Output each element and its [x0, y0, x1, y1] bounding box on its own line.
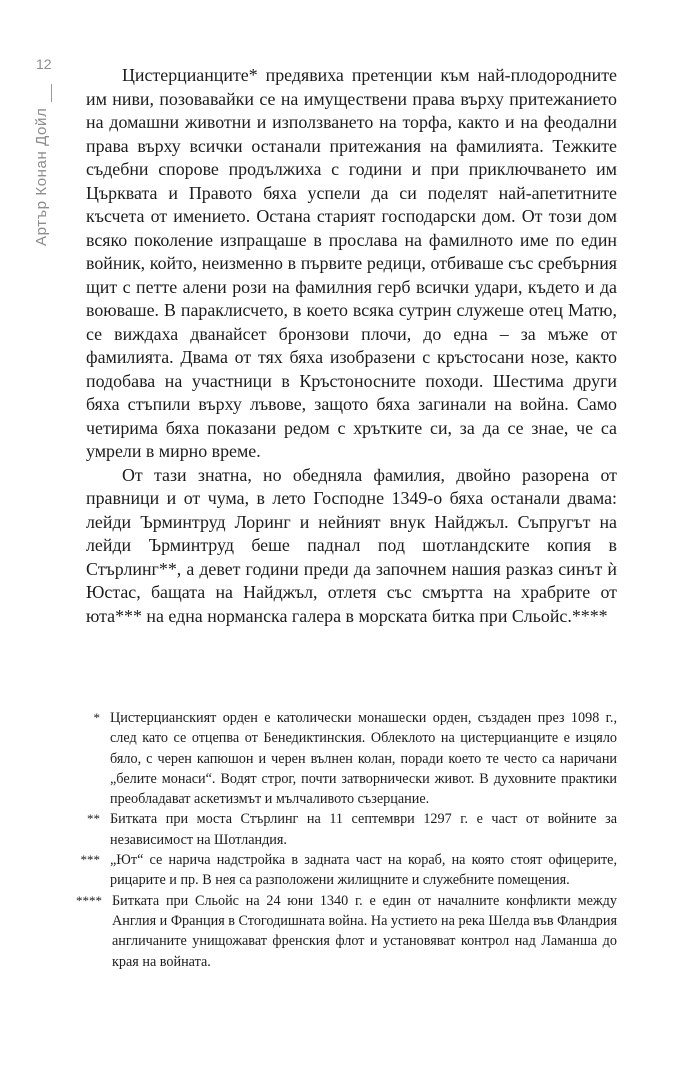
paragraph-1: Цистерцианците* предявиха претенции към най-плодородните им ниви, позовавайки се на имуществени права върху притежанието на домашни животни и използването на торфа, както и на феодални права върху всички останали притежания на фамилията. Тежките съдебни спорове продължиха с години и при приключването им Църквата и Правото бяха успели да си поделят най-апетитните късчета от имението. Остана старият господарски дом. От този дом всяко поколение изпращаше в прослава на фамилното име по един войник, който, неизменно в първите редици, отбиваше със сребърния щит с петте алени рози на фамилния герб всички удари, където и да воюваше. В параклисчето, в което всяка сутрин служеше отец Матю, се виждаха дванайсет бронзови плочи, до една – за мъже от фамилията. Двама от тях бяха изобразени с кръстосани нозе, както подобава на участници в Кръстоносните походи. Шестима други бяха стъпили върху лъвове, защото бяха загинали на война. Само четирима бяха показани редом с хрътките си, за да се знае, че са умрели в мирно време.	[86, 65, 617, 461]
footnote-1	[76, 708, 617, 809]
footnote-mark: **	[87, 811, 100, 827]
footnote-text: Цистерцианският орден е католически монашески орден, създаден през 1098 г., след като се отцепва от Бенедиктинския. Облеклото на цистерцианците е изцяло бяло, с черен капюшон и черен вълнен колан, поради което те често са наричани „белите монаси“. Водят строг, почти затворнически живот. В духовните практики преобладават аскетизмът и мълчаливото съзерцание.	[110, 710, 617, 808]
footnote-mark: *	[93, 710, 100, 725]
page-number: 12	[36, 56, 52, 72]
running-head-author: Артър Конан Дойл	[33, 108, 50, 247]
footnote-mark: ****	[76, 892, 102, 908]
footnote-3	[76, 850, 617, 891]
footnote-text: „Ют“ се нарича надстройка в задната част на кораб, на която стоят офицерите, рицарите и пр. В нея са разположени жилищните и служебните помещения.	[110, 852, 617, 889]
footnote-mark: ***	[80, 852, 100, 868]
footnote-2	[76, 809, 617, 850]
paragraph-2: От тази знатна, но обедняла фамилия, двойно разорена от правници и от чума, в лето Господне 1349-о бяха останали двама: лейди Ърминтруд Лоринг и нейният внук Найджъл. Съпругът на лейди Ърминтруд беше паднал под шотландските копия в Стърлинг**, а девет години преди да започнем нашия разказ синът ѝ Юстас, бащата на Найджъл, отлетя със смъртта на храбрите от юта*** на една норманска галера в морската битка при Сльойс.****	[86, 464, 617, 626]
body-text	[86, 64, 617, 628]
margin-rule	[51, 84, 52, 102]
footnotes	[76, 708, 617, 972]
footnote-text: Битката при моста Стърлинг на 11 септември 1297 г. е част от войните за независимост на Шотландия.	[110, 811, 617, 848]
footnote-4	[76, 891, 617, 972]
footnote-text: Битката при Сльойс на 24 юни 1340 г. е един от началните конфликти между Англия и Франция в Стогодишната война. На устието на река Шелда във Фландрия англичаните унищожават френския флот и установяват контрол над Ламанша до края на войната.	[112, 892, 617, 970]
